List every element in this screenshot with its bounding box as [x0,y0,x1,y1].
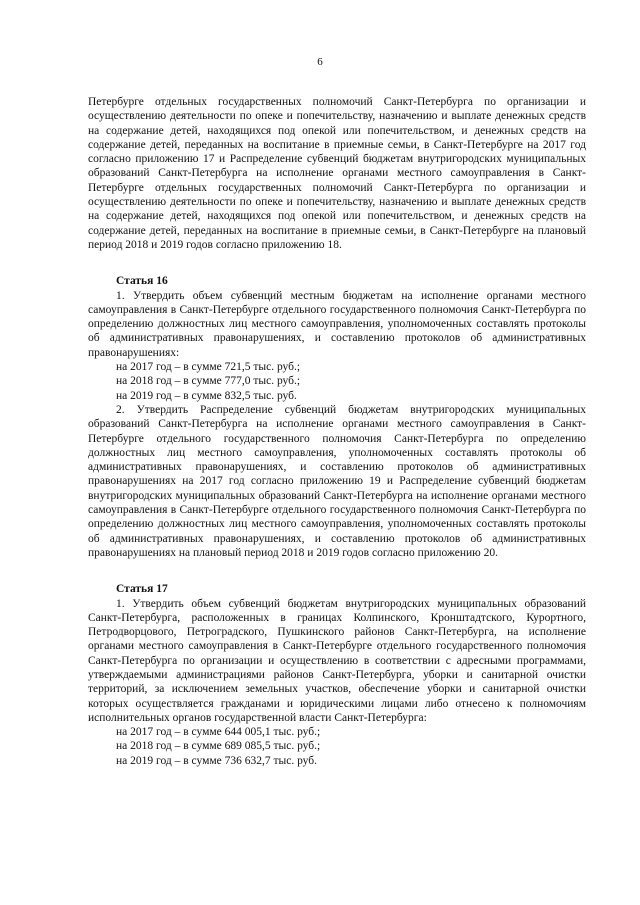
article-17-amount-2017: на 2017 год – в сумме 644 005,1 тыс. руб.; [116,726,321,739]
article-17 [88,582,586,768]
article-16-amount-2018: на 2018 год – в сумме 777,0 тыс. руб.; [116,375,301,388]
article-16-paragraph-1: 1. Утвердить объем субвенций местным бюджетам на исполнение органами местного самоуправления в Санкт-Петербурге отдельного государственного полномочия Санкт-Петербурга по определению должностных лиц местного самоуправления, уполномоченных составлять протоколы об административных правонарушениях, и составлению протоколов об административных правонарушениях: [88,289,586,359]
article-17-amount-2018: на 2018 год – в сумме 689 085,5 тыс. руб.; [116,740,321,753]
article-16-amount-2017: на 2017 год – в сумме 721,5 тыс. руб.; [116,361,301,374]
article-16 [88,274,586,560]
document-body [88,95,586,790]
article-16-paragraph-2: 2. Утвердить Распределение субвенций бюджетам внутригородских муниципальных образований Санкт-Петербурга на исполнение органами местного самоуправления в Санкт-Петербурге отдельного государственного полномочия Санкт-Петербурга по определению должностных лиц местного самоуправления, уполномоченных составлять протоколы об административных правонарушениях, и составлению протоколов об административных правонарушениях на 2017 год согласно приложению 19 и Распределение субвенций бюджетам внутригородских муниципальных образований Санкт-Петербурга на исполнение органами местного самоуправления в Санкт-Петербурге отдельного государственного полномочия Санкт-Петербурга по определению должностных лиц местного самоуправления, уполномоченных составлять протоколы об административных правонарушениях, и составлению протоколов об административных правонарушениях на плановый период 2018 и 2019 годов согласно приложению 20. [88,403,586,559]
page-number: 6 [317,56,323,68]
intro-paragraph: Петербурге отдельных государственных полномочий Санкт-Петербурга по организации и осуществлению деятельности по опеке и попечительству, назначению и выплате денежных средств на содержание детей, находящихся под опекой или попечительством, и денежных средств на содержание детей, переданных на воспитание в приемные семьи, в Санкт-Петербурге на 2017 год согласно приложению 17 и Распределение субвенций бюджетам внутригородских муниципальных образований Санкт-Петербурга на исполнение органами местного самоуправления в Санкт-Петербурге отдельных государственных полномочий Санкт-Петербурга по организации и осуществлению деятельности по опеке и попечительству, назначению и выплате денежных средств на содержание детей, находящихся под опекой или попечительством, и денежных средств на содержание детей, переданных на воспитание в приемные семьи, в Санкт-Петербурге на плановый период 2018 и 2019 годов согласно приложению 18. [88,96,586,251]
article-16-title: Статья 16 [116,275,168,288]
article-16-amount-2019: на 2019 год – в сумме 832,5 тыс. руб. [116,389,297,402]
intro-section [88,95,586,252]
article-17-title: Статья 17 [116,583,168,596]
article-17-amount-2019: на 2019 год – в сумме 736 632,7 тыс. руб. [116,754,318,767]
article-17-paragraph-1: 1. Утвердить объем субвенций бюджетам внутригородских муниципальных образований Санкт-Петербурга, расположенных в границах Колпинского, Кронштадтского, Курортного, Петродворцового, Петроградского, Пушкинского районов Санкт-Петербурга, на исполнение органами местного самоуправления в Санкт-Петербурге отдельного государственного полномочия Санкт-Петербурга по организации и осуществлению в соответствии с адресными программами, утверждаемыми администрациями районов Санкт-Петербурга, уборки и санитарной очистки территорий, за исключением земельных участков, обеспечение уборки и санитарной очистки которых осуществляется гражданами и юридическими лицами либо отнесено к полномочиям исполнительных органов государственной власти Санкт-Петербурга: [88,597,586,724]
